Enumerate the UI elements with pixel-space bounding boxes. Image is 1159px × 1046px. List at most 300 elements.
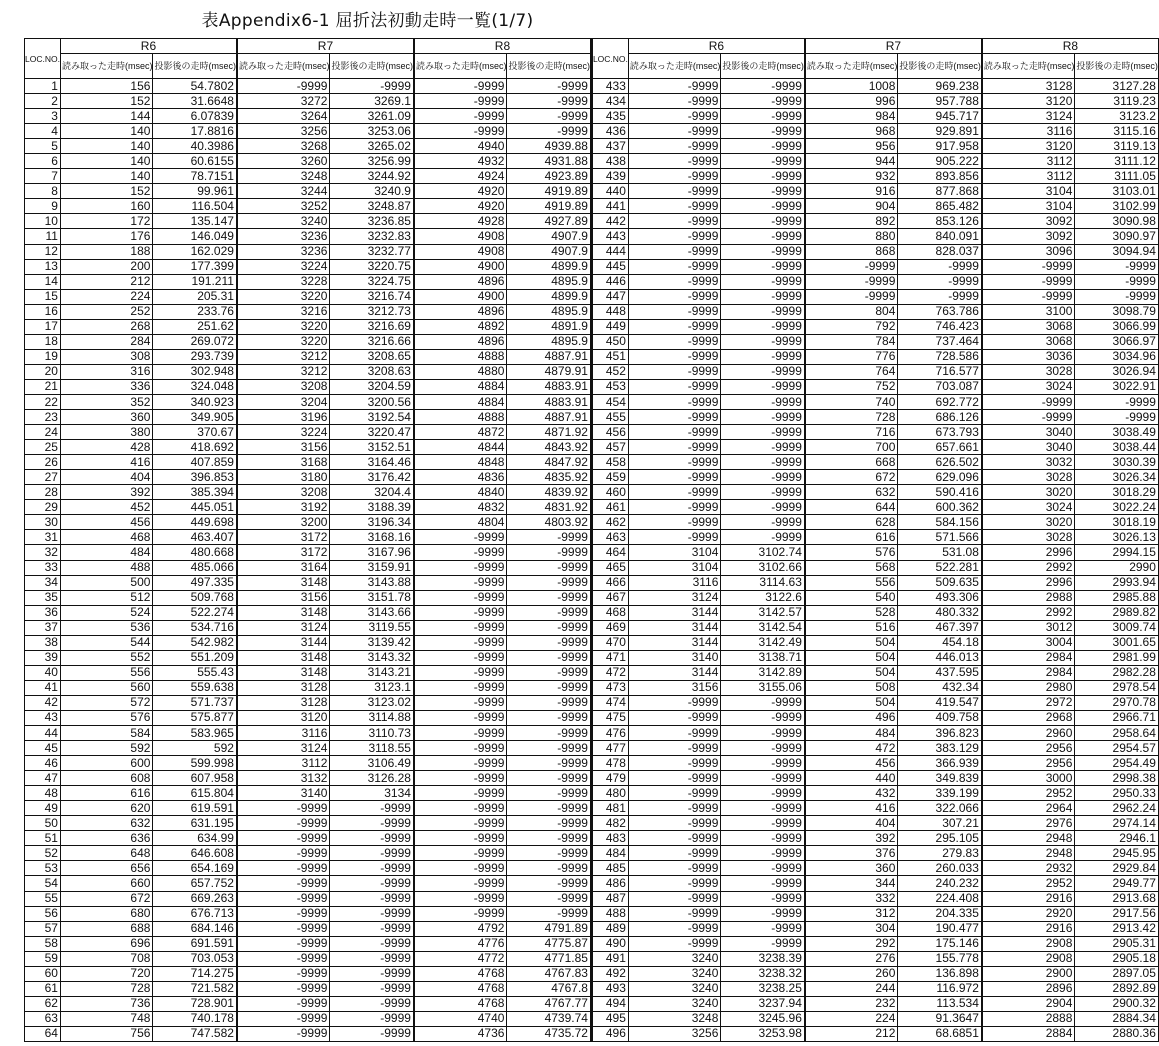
r8-proj-cell: -9999 [507, 680, 592, 695]
r6-proj-cell: 385.394 [153, 485, 237, 500]
r6-read-cell: -9999 [628, 530, 721, 545]
r6-proj-cell: 3155.06 [721, 680, 805, 695]
table-row [25, 665, 1159, 680]
r6-proj-cell: 599.998 [153, 756, 237, 771]
r6-read-cell: -9999 [628, 169, 721, 184]
r6-read-cell: 152 [60, 94, 153, 109]
r8-proj-cell: 3018.19 [1075, 515, 1159, 530]
r7-proj-cell: 626.502 [898, 455, 982, 470]
r7-proj-cell: 929.891 [898, 124, 982, 139]
r8-read-cell: 3112 [982, 169, 1075, 184]
r6-read-cell: 3256 [628, 1026, 721, 1041]
r6-read-cell: -9999 [628, 79, 721, 94]
r7-read-cell: 3120 [237, 710, 330, 725]
table-row [25, 695, 1159, 710]
r7-read-cell: 576 [805, 545, 898, 560]
r6-proj-cell: -9999 [721, 109, 805, 124]
r6-read-cell: -9999 [628, 786, 721, 801]
r6-read-cell: 748 [60, 1011, 153, 1026]
table-row [25, 575, 1159, 590]
r7-proj-cell: 692.772 [898, 394, 982, 409]
loc-no-cell: 54 [25, 876, 61, 891]
loc-no-cell: 462 [591, 515, 628, 530]
r8-proj-cell: 4907.9 [507, 244, 592, 259]
r8-read-cell: 4736 [414, 1026, 507, 1041]
r8-proj-cell: -9999 [1075, 410, 1159, 425]
read-time-header: 読み取った走時(msec) [805, 54, 898, 79]
r6-read-cell: 3104 [628, 545, 721, 560]
r8-proj-cell: 2998.38 [1075, 771, 1159, 786]
loc-no-cell: 486 [591, 876, 628, 891]
r7-read-cell: 496 [805, 710, 898, 725]
loc-no-cell: 471 [591, 650, 628, 665]
table-row [25, 726, 1159, 741]
r7-read-cell: 932 [805, 169, 898, 184]
r7-proj-cell: 3269.1 [330, 94, 414, 109]
r7-read-cell: 344 [805, 876, 898, 891]
loc-no-cell: 478 [591, 756, 628, 771]
r8-proj-cell: 3103.01 [1075, 184, 1159, 199]
r7-proj-cell: -9999 [330, 801, 414, 816]
table-row [25, 876, 1159, 891]
r8-read-cell: 2992 [982, 560, 1075, 575]
r8-proj-cell: -9999 [507, 861, 592, 876]
r7-proj-cell: 686.126 [898, 410, 982, 425]
r6-proj-cell: -9999 [721, 455, 805, 470]
loc-no-cell: 438 [591, 154, 628, 169]
r8-proj-cell: 4907.9 [507, 229, 592, 244]
r6-read-cell: -9999 [628, 244, 721, 259]
r6-read-cell: -9999 [628, 455, 721, 470]
loc-no-cell: 52 [25, 846, 61, 861]
r7-proj-cell: -9999 [330, 846, 414, 861]
r7-proj-cell: 3220.47 [330, 425, 414, 440]
r8-read-cell: 4844 [414, 440, 507, 455]
r7-read-cell: 440 [805, 771, 898, 786]
r6-proj-cell: -9999 [721, 440, 805, 455]
r8-proj-cell: 2892.89 [1075, 981, 1159, 996]
r7-proj-cell: -9999 [898, 274, 982, 289]
r7-proj-cell: -9999 [330, 876, 414, 891]
table-row [25, 304, 1159, 319]
loc-no-cell: 25 [25, 440, 61, 455]
r7-proj-cell: 3123.02 [330, 695, 414, 710]
table-row [25, 650, 1159, 665]
loc-no-cell: 1 [25, 79, 61, 94]
r6-proj-cell: -9999 [721, 124, 805, 139]
r7-proj-cell: 3167.96 [330, 545, 414, 560]
r8-read-cell: 2948 [982, 831, 1075, 846]
r6-proj-cell: 3245.96 [721, 1011, 805, 1026]
r7-read-cell: 1008 [805, 79, 898, 94]
r6-proj-cell: -9999 [721, 846, 805, 861]
table-row [25, 379, 1159, 394]
r7-read-cell: 212 [805, 1026, 898, 1041]
r6-read-cell: -9999 [628, 921, 721, 936]
r6-read-cell: 456 [60, 515, 153, 530]
r8-proj-cell: -9999 [507, 846, 592, 861]
loc-no-cell: 450 [591, 334, 628, 349]
r7-read-cell: 3224 [237, 259, 330, 274]
r6-read-cell: -9999 [628, 695, 721, 710]
r8-proj-cell: 2917.56 [1075, 906, 1159, 921]
table-row [25, 124, 1159, 139]
r7-proj-cell: 155.778 [898, 951, 982, 966]
r7-read-cell: 3156 [237, 440, 330, 455]
r8-proj-cell: 3090.97 [1075, 229, 1159, 244]
r7-proj-cell: 3164.46 [330, 455, 414, 470]
r6-proj-cell: -9999 [721, 214, 805, 229]
r7-read-cell: 3236 [237, 244, 330, 259]
r7-read-cell: 644 [805, 500, 898, 515]
r7-read-cell: -9999 [237, 951, 330, 966]
loc-no-cell: 43 [25, 710, 61, 725]
r6-read-cell: -9999 [628, 741, 721, 756]
r7-read-cell: 804 [805, 304, 898, 319]
loc-no-cell: 491 [591, 951, 628, 966]
r8-read-cell: 2984 [982, 665, 1075, 680]
r6-read-cell: 468 [60, 530, 153, 545]
r7-proj-cell: 3256.99 [330, 154, 414, 169]
loc-header: LOC.NO. [591, 39, 628, 79]
r6-proj-cell: 684.146 [153, 921, 237, 936]
r7-read-cell: 484 [805, 726, 898, 741]
r8-read-cell: 3104 [982, 184, 1075, 199]
r8-proj-cell: 2958.64 [1075, 726, 1159, 741]
r6-read-cell: 3144 [628, 635, 721, 650]
r6-proj-cell: -9999 [721, 364, 805, 379]
r7-read-cell: -9999 [237, 816, 330, 831]
r6-proj-cell: -9999 [721, 289, 805, 304]
r7-proj-cell: 307.21 [898, 816, 982, 831]
r8-read-cell: 3128 [982, 79, 1075, 94]
loc-no-cell: 468 [591, 605, 628, 620]
r7-proj-cell: 3200.56 [330, 394, 414, 409]
r7-read-cell: 3244 [237, 184, 330, 199]
r7-read-cell: 3112 [237, 756, 330, 771]
r7-proj-cell: 3151.78 [330, 590, 414, 605]
r6-read-cell: 172 [60, 214, 153, 229]
r8-read-cell: 2956 [982, 756, 1075, 771]
loc-no-cell: 35 [25, 590, 61, 605]
loc-no-cell: 64 [25, 1026, 61, 1041]
r6-proj-cell: -9999 [721, 334, 805, 349]
r8-proj-cell: -9999 [507, 695, 592, 710]
r7-proj-cell: 969.238 [898, 79, 982, 94]
r8-proj-cell: 3022.24 [1075, 500, 1159, 515]
r8-read-cell: 4908 [414, 244, 507, 259]
loc-no-cell: 34 [25, 575, 61, 590]
r7-read-cell: -9999 [805, 259, 898, 274]
loc-no-cell: 484 [591, 846, 628, 861]
r7-read-cell: -9999 [805, 274, 898, 289]
r6-proj-cell: -9999 [721, 876, 805, 891]
r6-read-cell: -9999 [628, 906, 721, 921]
r7-proj-cell: -9999 [330, 996, 414, 1011]
loc-no-cell: 12 [25, 244, 61, 259]
table-row [25, 936, 1159, 951]
r6-proj-cell: -9999 [721, 801, 805, 816]
r7-proj-cell: 295.105 [898, 831, 982, 846]
r6-read-cell: 308 [60, 349, 153, 364]
r8-read-cell: 4900 [414, 259, 507, 274]
loc-no-cell: 58 [25, 936, 61, 951]
table-row [25, 605, 1159, 620]
r8-read-cell: 3120 [982, 139, 1075, 154]
r7-read-cell: 3168 [237, 455, 330, 470]
r8-read-cell: 2968 [982, 710, 1075, 725]
r7-read-cell: 304 [805, 921, 898, 936]
r7-proj-cell: 3236.85 [330, 214, 414, 229]
loc-no-cell: 446 [591, 274, 628, 289]
loc-no-cell: 456 [591, 425, 628, 440]
r8-read-cell: -9999 [414, 530, 507, 545]
r6-read-cell: 3240 [628, 951, 721, 966]
r6-proj-cell: -9999 [721, 726, 805, 741]
r7-proj-cell: 91.3647 [898, 1011, 982, 1026]
r6-read-cell: -9999 [628, 289, 721, 304]
table-row [25, 169, 1159, 184]
r6-read-cell: 3124 [628, 590, 721, 605]
loc-no-cell: 2 [25, 94, 61, 109]
read-time-header: 読み取った走時(msec) [982, 54, 1075, 79]
r6-read-cell: 360 [60, 410, 153, 425]
r6-read-cell: 140 [60, 154, 153, 169]
r8-read-cell: 3116 [982, 124, 1075, 139]
loc-no-cell: 36 [25, 605, 61, 620]
r8-read-cell: 4740 [414, 1011, 507, 1026]
r8-proj-cell: 3090.98 [1075, 214, 1159, 229]
r8-read-cell: 4920 [414, 199, 507, 214]
r7-read-cell: 508 [805, 680, 898, 695]
r6-read-cell: 632 [60, 816, 153, 831]
r8-read-cell: 2980 [982, 680, 1075, 695]
r8-proj-cell: -9999 [1075, 274, 1159, 289]
r8-proj-cell: 2981.99 [1075, 650, 1159, 665]
r6-proj-cell: 575.877 [153, 710, 237, 725]
r7-read-cell: 868 [805, 244, 898, 259]
r8-read-cell: 3004 [982, 635, 1075, 650]
r7-proj-cell: 419.547 [898, 695, 982, 710]
loc-no-cell: 3 [25, 109, 61, 124]
r7-read-cell: -9999 [805, 289, 898, 304]
r8-proj-cell: -9999 [507, 801, 592, 816]
r6-read-cell: 552 [60, 650, 153, 665]
r6-read-cell: 584 [60, 726, 153, 741]
r8-proj-cell: 2929.84 [1075, 861, 1159, 876]
r8-read-cell: -9999 [414, 79, 507, 94]
r7-read-cell: 3148 [237, 605, 330, 620]
loc-no-cell: 56 [25, 906, 61, 921]
r8-read-cell: 3024 [982, 500, 1075, 515]
r7-read-cell: 3240 [237, 214, 330, 229]
loc-no-cell: 22 [25, 394, 61, 409]
r7-proj-cell: 657.661 [898, 440, 982, 455]
r8-proj-cell: 3030.39 [1075, 455, 1159, 470]
table-row [25, 710, 1159, 725]
travel-time-table [24, 38, 1159, 1042]
r6-read-cell: 3156 [628, 680, 721, 695]
r6-read-cell: 3240 [628, 981, 721, 996]
r8-read-cell: 4836 [414, 470, 507, 485]
loc-no-cell: 30 [25, 515, 61, 530]
page-title: 表Appendix6-1 屈折法初動走時一覧(1/7) [201, 11, 534, 31]
table-row [25, 199, 1159, 214]
r8-proj-cell: -9999 [507, 109, 592, 124]
r7-proj-cell: 905.222 [898, 154, 982, 169]
r8-read-cell: 2916 [982, 921, 1075, 936]
r6-proj-cell: -9999 [721, 349, 805, 364]
r7-proj-cell: 3106.49 [330, 756, 414, 771]
r6-proj-cell: 676.713 [153, 906, 237, 921]
r6-read-cell: 416 [60, 455, 153, 470]
r6-read-cell: -9999 [628, 485, 721, 500]
r8-proj-cell: 2966.71 [1075, 710, 1159, 725]
r6-proj-cell: -9999 [721, 154, 805, 169]
loc-no-cell: 449 [591, 319, 628, 334]
loc-no-cell: 55 [25, 891, 61, 906]
r8-read-cell: -9999 [414, 575, 507, 590]
loc-no-cell: 440 [591, 184, 628, 199]
r6-proj-cell: 607.958 [153, 771, 237, 786]
r7-proj-cell: -9999 [330, 79, 414, 94]
table-row [25, 79, 1159, 94]
loc-no-cell: 33 [25, 560, 61, 575]
projected-time-header: 投影後の走時(msec) [507, 54, 592, 79]
r6-read-cell: -9999 [628, 319, 721, 334]
r6-read-cell: 660 [60, 876, 153, 891]
r7-read-cell: -9999 [237, 1026, 330, 1041]
loc-no-cell: 6 [25, 154, 61, 169]
table-row [25, 470, 1159, 485]
r7-read-cell: 3208 [237, 485, 330, 500]
r8-proj-cell: 3038.44 [1075, 440, 1159, 455]
r7-read-cell: -9999 [237, 891, 330, 906]
loc-no-cell: 13 [25, 259, 61, 274]
r6-read-cell: -9999 [628, 364, 721, 379]
r7-proj-cell: 349.839 [898, 771, 982, 786]
loc-no-cell: 60 [25, 966, 61, 981]
r8-read-cell: -9999 [414, 756, 507, 771]
r6-proj-cell: -9999 [721, 695, 805, 710]
r7-proj-cell: 509.635 [898, 575, 982, 590]
r8-read-cell: 2920 [982, 906, 1075, 921]
r8-read-cell: -9999 [414, 124, 507, 139]
r7-proj-cell: -9999 [330, 951, 414, 966]
r8-proj-cell: 4879.91 [507, 364, 592, 379]
r8-read-cell: 3012 [982, 620, 1075, 635]
r6-proj-cell: -9999 [721, 906, 805, 921]
r7-proj-cell: 703.087 [898, 379, 982, 394]
r7-proj-cell: -9999 [330, 906, 414, 921]
table-row [25, 455, 1159, 470]
r7-proj-cell: 437.595 [898, 665, 982, 680]
r7-read-cell: 3144 [237, 635, 330, 650]
r8-proj-cell: -9999 [507, 756, 592, 771]
r8-read-cell: 2972 [982, 695, 1075, 710]
r8-read-cell: -9999 [414, 109, 507, 124]
r6-proj-cell: 3142.49 [721, 635, 805, 650]
r6-read-cell: 620 [60, 801, 153, 816]
r6-read-cell: -9999 [628, 515, 721, 530]
r6-proj-cell: 714.275 [153, 966, 237, 981]
r8-read-cell: -9999 [414, 891, 507, 906]
r7-proj-cell: 893.856 [898, 169, 982, 184]
r7-read-cell: 416 [805, 801, 898, 816]
r6-read-cell: -9999 [628, 259, 721, 274]
r8-proj-cell: 3119.23 [1075, 94, 1159, 109]
loc-no-cell: 32 [25, 545, 61, 560]
r6-proj-cell: 555.43 [153, 665, 237, 680]
loc-no-cell: 495 [591, 1011, 628, 1026]
table-row [25, 364, 1159, 379]
r6-proj-cell: -9999 [721, 379, 805, 394]
r8-read-cell: 3092 [982, 214, 1075, 229]
loc-no-cell: 15 [25, 289, 61, 304]
r7-proj-cell: 600.362 [898, 500, 982, 515]
r7-proj-cell: 3248.87 [330, 199, 414, 214]
r8-read-cell: 4940 [414, 139, 507, 154]
table-row [25, 996, 1159, 1011]
r8-proj-cell: 3102.99 [1075, 199, 1159, 214]
r6-read-cell: -9999 [628, 816, 721, 831]
r8-proj-cell: 4739.74 [507, 1011, 592, 1026]
r7-proj-cell: 446.013 [898, 650, 982, 665]
r6-read-cell: 3144 [628, 665, 721, 680]
r7-proj-cell: 3216.74 [330, 289, 414, 304]
r6-proj-cell: 551.209 [153, 650, 237, 665]
loc-no-cell: 472 [591, 665, 628, 680]
r7-read-cell: 232 [805, 996, 898, 1011]
r6-read-cell: 512 [60, 590, 153, 605]
table-row [25, 680, 1159, 695]
r8-proj-cell: 4767.83 [507, 966, 592, 981]
r7-read-cell: 3208 [237, 379, 330, 394]
r6-proj-cell: -9999 [721, 831, 805, 846]
table-row [25, 214, 1159, 229]
r7-read-cell: 784 [805, 334, 898, 349]
r7-read-cell: 904 [805, 199, 898, 214]
r6-read-cell: 560 [60, 680, 153, 695]
loc-no-cell: 441 [591, 199, 628, 214]
r7-proj-cell: 116.972 [898, 981, 982, 996]
r6-read-cell: 152 [60, 184, 153, 199]
r7-read-cell: 752 [805, 379, 898, 394]
r7-proj-cell: 3224.75 [330, 274, 414, 289]
r7-read-cell: 3236 [237, 229, 330, 244]
r7-proj-cell: 3134 [330, 786, 414, 801]
r7-read-cell: 3172 [237, 530, 330, 545]
r8-read-cell: 3028 [982, 470, 1075, 485]
r6-proj-cell: -9999 [721, 470, 805, 485]
table-row [25, 410, 1159, 425]
r8-proj-cell: 4871.92 [507, 425, 592, 440]
r6-read-cell: 404 [60, 470, 153, 485]
r7-read-cell: 3132 [237, 771, 330, 786]
r6-read-cell: -9999 [628, 891, 721, 906]
table-row [25, 425, 1159, 440]
r6-read-cell: 188 [60, 244, 153, 259]
r8-read-cell: -9999 [414, 620, 507, 635]
table-row [25, 801, 1159, 816]
loc-no-cell: 474 [591, 695, 628, 710]
r8-proj-cell: -9999 [507, 79, 592, 94]
group-header-r7: R7 [237, 39, 414, 54]
loc-no-cell: 437 [591, 139, 628, 154]
r8-read-cell: 3040 [982, 440, 1075, 455]
r6-read-cell: -9999 [628, 379, 721, 394]
loc-no-cell: 485 [591, 861, 628, 876]
